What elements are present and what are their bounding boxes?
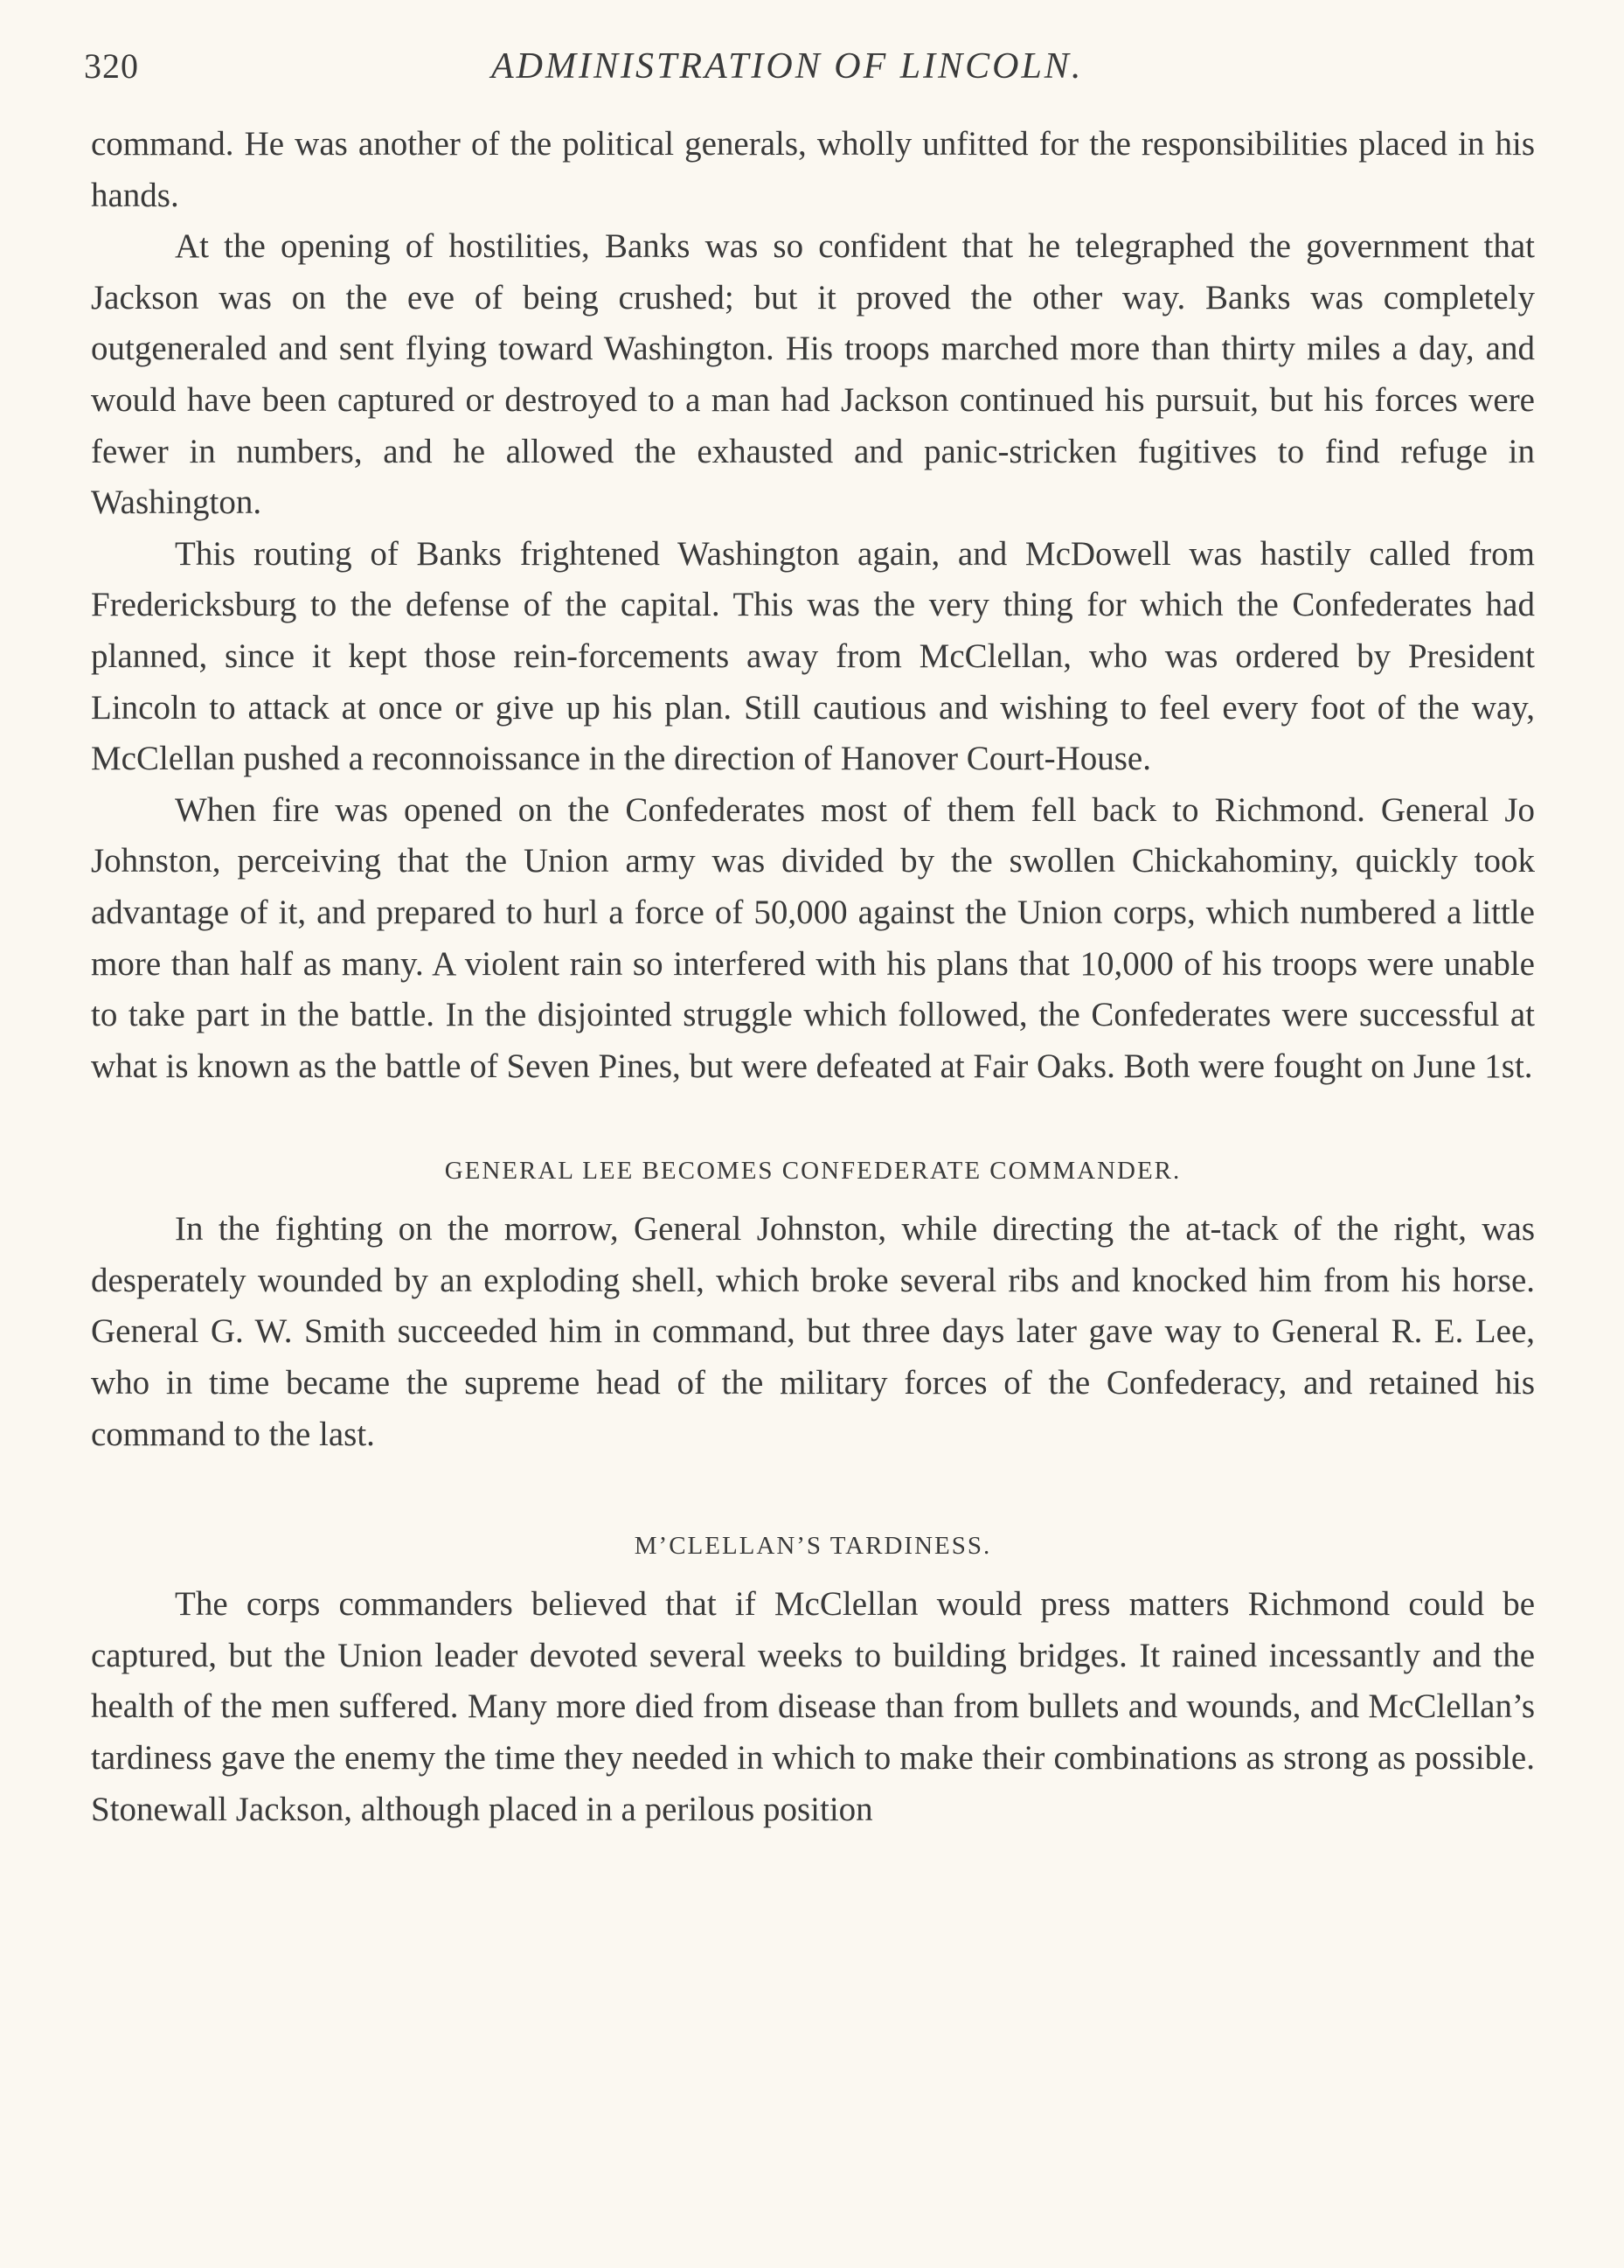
- section-heading-lee-commander: GENERAL LEE BECOMES CONFEDERATE COMMANDER.: [444, 1157, 1182, 1186]
- paragraph-johnston-wounded: In the fighting on the morrow, General Johnston, while directing the at-tack of the right, was desperately wounded by an exploding shell, which broke several ribs and knocked him from his horse. General G. W. Smith succeeded him in command, but three days later gave way to General R. E. Lee, who in time became the supreme head of the military forces of the Confederacy, and retained his command to the last.: [91, 1210, 1535, 1453]
- body-text: [91, 119, 1535, 1835]
- paragraph-routing-of-banks: This routing of Banks frightened Washington again, and McDowell was hastily called from Fredericksburg to the defense of the capital. This was the very thing for which the Confederates had planned, since it kept those rein-forcements away from McClellan, who was ordered by President Lincoln to attack at once or give up his plan. Still cautious and wishing to feel every foot of the way, McClellan pushed a reconnoissance in the direction of Hanover Court-House.: [91, 534, 1535, 778]
- page-header: [84, 45, 1535, 98]
- section-heading-mcclellan-tardiness: M’CLELLAN’S TARDINESS.: [634, 1532, 992, 1561]
- paragraph-corps-commanders: The corps commanders believed that if McClellan would press matters Richmond could be captured, but the Union leader devoted several weeks to building bridges. It rained incessantly and the health of the men suffered. Many more died from disease than from bullets and wounds, and McClellan’s tardiness gave the enemy the time they needed in which to make their combinations as strong as possible. Stonewall Jackson, although placed in a perilous position: [91, 1585, 1535, 1828]
- paragraph-continued: command. He was another of the political generals, wholly unfitted for the responsibilities placed in his hands.: [91, 125, 1535, 214]
- paragraph-fire-opened: When fire was opened on the Confederates most of them fell back to Richmond. General Jo Johnston, perceiving that the Union army was divided by the swollen Chickahominy, quickly took advantage of it, and prepared to hurl a force of 50,000 against the Union corps, which numbered a little more than half as many. A violent rain so interfered with his plans that 10,000 of his troops were unable to take part in the battle. In the disjointed struggle which followed, the Confederates were successful at what is known as the battle of Seven Pines, but were defeated at Fair Oaks. Both were fought on June 1st.: [91, 790, 1535, 1085]
- running-title: ADMINISTRATION OF LINCOLN.: [491, 46, 1084, 87]
- paragraph-banks-hostilities: At the opening of hostilities, Banks was so confident that he telegraphed the government that Jackson was on the eve of being crushed; but it proved the other way. Banks was completely outgeneraled and sent flying toward Washington. His troops marched more than thirty miles a day, and would have been captured or destroyed to a man had Jackson continued his pursuit, but his forces were fewer in numbers, and he allowed the exhausted and panic-stricken fugitives to find refuge in Washington.: [91, 227, 1535, 522]
- page-number: 320: [84, 46, 139, 86]
